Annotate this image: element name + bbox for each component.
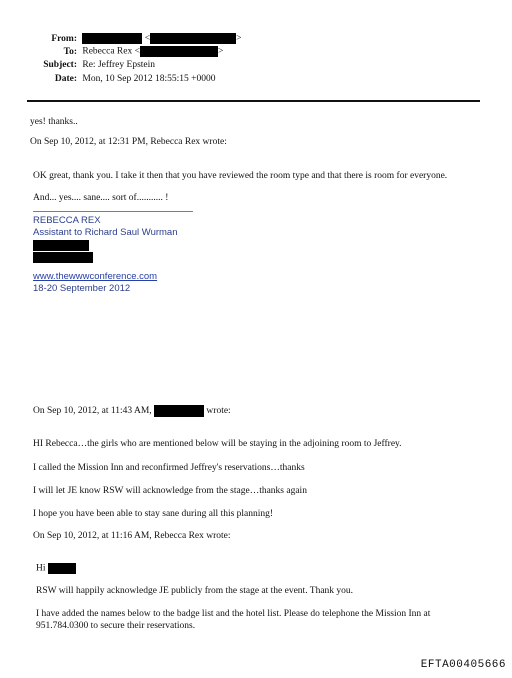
header-divider (27, 100, 480, 102)
subject-label: Subject: (43, 60, 77, 70)
quote3-line1: RSW will happily acknowledge JE publicly from the stage at the event. Thank you. (36, 586, 354, 596)
quote2-attribution (33, 405, 231, 417)
quote2-line3: I will let JE know RSW will acknowledge from the stage…thanks again (33, 486, 307, 496)
subject-row (25, 60, 155, 70)
to-label: To: (63, 46, 77, 57)
date-row (25, 74, 215, 84)
quote3-greeting: Hi (36, 563, 46, 574)
signature-dates: 18-20 September 2012 (33, 283, 131, 294)
redaction-block (33, 240, 89, 251)
signature-rule (33, 211, 193, 212)
quote2-attribution-prefix: On Sep 10, 2012, at 11:43 AM, (33, 406, 152, 417)
quote2-line1: HI Rebecca…the girls who are mentioned below will be staying in the adjoining room to Jeffrey. (33, 439, 402, 449)
subject-value: Re: Jeffrey Epstein (82, 60, 156, 70)
angle-open: < (144, 33, 151, 44)
quote1-attribution: On Sep 10, 2012, at 12:31 PM, Rebecca Rex wrote: (30, 137, 227, 147)
redaction-block (150, 33, 236, 44)
signature-link[interactable]: www.thewwwconference.com (33, 271, 158, 282)
to-value: Rebecca Rex < (82, 46, 140, 57)
angle-close: > (217, 46, 224, 57)
quote1-line2: And... yes.... sane.... sort of........... ! (33, 193, 169, 203)
from-label: From: (51, 33, 77, 44)
signature-name: REBECCA REX (33, 215, 101, 226)
redaction-block (82, 33, 142, 44)
quote3-line2a: I have added the names below to the badge list and the hotel list. Please do telephone the Mission Inn at (36, 609, 431, 619)
date-value: Mon, 10 Sep 2012 18:55:15 +0000 (82, 74, 216, 84)
quote1-line1: OK great, thank you. I take it then that you have reviewed the room type and that there is room for everyone. (33, 171, 448, 181)
from-row (25, 33, 241, 44)
quote2-line2: I called the Mission Inn and reconfirmed Jeffrey's reservations…thanks (33, 463, 305, 473)
quote2-attribution-suffix: wrote: (206, 406, 231, 417)
reply-text: yes! thanks.. (30, 117, 78, 127)
redaction-block (48, 563, 76, 574)
redaction-block (154, 405, 204, 417)
quote3-greeting-row (36, 563, 76, 574)
date-label: Date: (54, 74, 77, 84)
redaction-block (140, 46, 218, 57)
quote3-line2b: 951.784.0300 to secure their reservations. (36, 621, 196, 631)
document-id: EFTA00405666 (420, 659, 506, 671)
redaction-block (33, 252, 93, 263)
quote2-line4: I hope you have been able to stay sane during all this planning! (33, 509, 274, 519)
to-row (25, 46, 223, 57)
angle-close: > (236, 33, 242, 44)
quote3-attribution: On Sep 10, 2012, at 11:16 AM, Rebecca Rex wrote: (33, 531, 231, 541)
signature-title: Assistant to Richard Saul Wurman (33, 227, 178, 238)
